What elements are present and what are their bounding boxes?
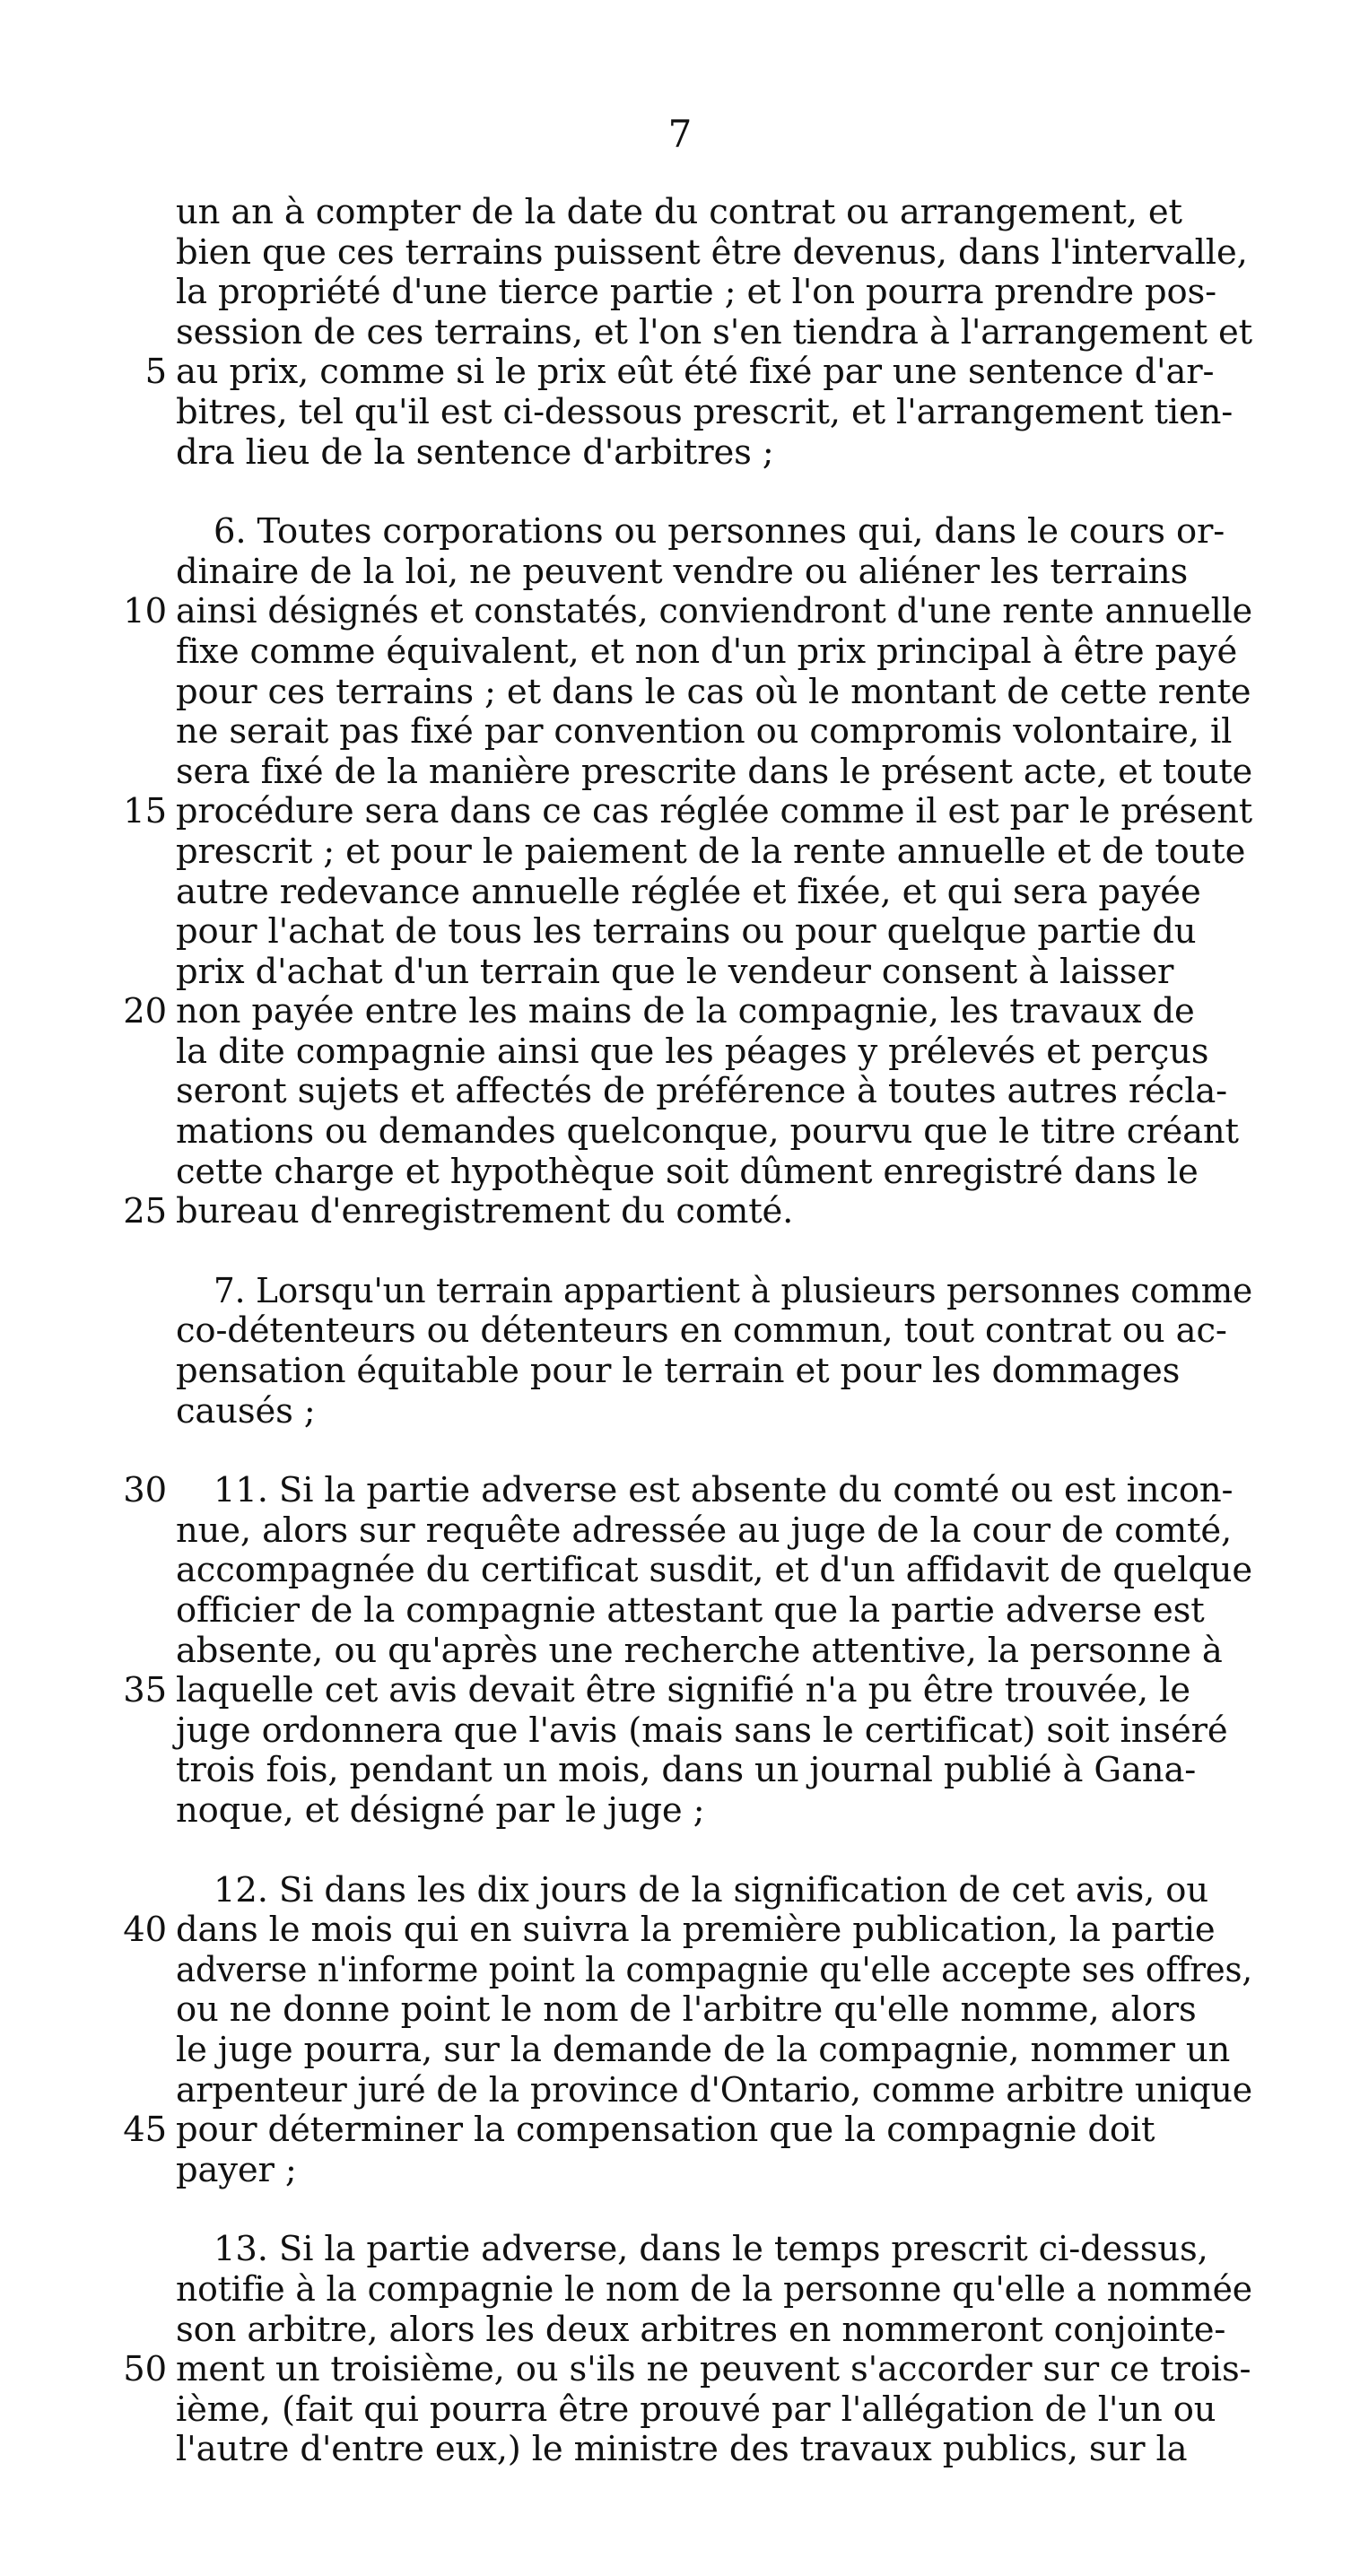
- text-line: [176, 2430, 1252, 2470]
- text-line: [176, 2031, 1252, 2071]
- line-text: 7. Lorsqu'un terrain appartient à plusieurs personnes comme: [214, 1270, 1253, 1311]
- text-line: [176, 433, 1252, 474]
- text-line: [176, 1153, 1252, 1193]
- line-text: 13. Si la partie adverse, dans le temps prescrit ci-dessus,: [214, 2229, 1208, 2270]
- line-text: mations ou demandes quelconque, pourvu que le titre créant: [176, 1111, 1239, 1153]
- line-number: 50: [123, 2349, 167, 2390]
- line-text: nue, alors sur requête adressée au juge de la cour de comté,: [176, 1510, 1233, 1551]
- line-text: pour déterminer la compensation que la compagnie doit: [176, 2110, 1155, 2151]
- line-text: payer ;: [176, 2149, 297, 2190]
- text-line: [176, 1871, 1252, 1911]
- line-text: prescrit ; et pour le paiement de la rente annuelle et de toute: [176, 831, 1246, 872]
- line-text: absente, ou qu'après une recherche attentive, la personne à: [176, 1630, 1223, 1671]
- text-line: [123, 2110, 1252, 2151]
- text-line: [176, 1711, 1252, 1752]
- line-text: ième, (fait qui pourra être prouvé par l'allégation de l'un ou: [176, 2389, 1216, 2430]
- line-text: ainsi désignés et constatés, conviendront d'une rente annuelle: [176, 591, 1253, 632]
- line-text: au prix, comme si le prix eût été fixé par une sentence d'ar-: [176, 352, 1215, 393]
- text-line: [176, 832, 1252, 873]
- text-line: [176, 273, 1252, 313]
- line-text: autre redevance annuelle réglée et fixée, et qui sera payée: [176, 871, 1201, 912]
- line-text: causés ;: [176, 1390, 316, 1432]
- line-text: session de ces terrains, et l'on s'en tiendra à l'arrangement et: [176, 311, 1252, 352]
- text-line: [176, 1272, 1252, 1312]
- line-text: accompagnée du certificat susdit, et d'un affidavit de quelque: [176, 1550, 1253, 1591]
- paragraph: [123, 1470, 1253, 1831]
- paragraph: [123, 2229, 1252, 2470]
- text-line: [176, 1632, 1252, 1672]
- line-text: bitres, tel qu'il est ci-dessous prescrit, et l'arrangement tien-: [176, 391, 1234, 432]
- line-text: dans le mois qui en suivra la première publication, la partie: [176, 1910, 1216, 1951]
- line-text: officier de la compagnie attestant que la partie adverse est: [176, 1590, 1205, 1631]
- line-text: sera fixé de la manière prescrite dans le présent acte, et toute: [176, 751, 1253, 792]
- text-line: [176, 1551, 1252, 1591]
- line-text: la dite compagnie ainsi que les péages y prélevés et perçus: [176, 1031, 1209, 1072]
- line-text: cette charge et hypothèque soit dûment enregistré dans le: [176, 1151, 1199, 1192]
- text-line: [176, 1990, 1252, 2031]
- line-text: bien que ces terrains puissent être devenus, dans l'intervalle,: [176, 231, 1248, 273]
- text-line: [123, 1470, 1252, 1511]
- line-text: bureau d'enregistrement du comté.: [176, 1191, 794, 1232]
- line-number: 15: [123, 791, 167, 832]
- text-line: [176, 313, 1252, 353]
- text-line: [176, 233, 1252, 274]
- line-text: arpenteur juré de la province d'Ontario, comme arbitre unique: [176, 2069, 1253, 2110]
- text-line: [176, 912, 1252, 953]
- text-line: [176, 1791, 1252, 1832]
- text-line: [176, 1511, 1252, 1552]
- line-number: 10: [123, 591, 167, 632]
- line-number: 25: [123, 1191, 167, 1232]
- text-line: [123, 791, 1253, 832]
- document-body: [123, 192, 1253, 2510]
- line-text: 6. Toutes corporations ou personnes qui, dans le cours or-: [214, 511, 1225, 553]
- text-line: [123, 991, 1252, 1032]
- line-text: dinaire de la loi, ne peuvent vendre ou aliéner les terrains: [176, 551, 1189, 592]
- line-text: juge ordonnera que l'avis (mais sans le certificat) soit inséré: [176, 1710, 1228, 1751]
- line-text: dra lieu de la sentence d'arbitres ;: [176, 431, 774, 473]
- line-text: pensation équitable pour le terrain et pour les dommages: [176, 1351, 1181, 1392]
- text-line: [123, 1191, 1252, 1232]
- line-text: l'autre d'entre eux,) le ministre des travaux publics, sur la: [176, 2429, 1188, 2470]
- text-line: [176, 1951, 1252, 1991]
- text-line: [176, 2311, 1252, 2351]
- line-text: trois fois, pendant un mois, dans un journal publié à Gana-: [176, 1750, 1197, 1791]
- text-line: [176, 953, 1252, 993]
- line-number: 35: [123, 1670, 167, 1711]
- text-line: [176, 2151, 1252, 2191]
- line-text: un an à compter de la date du contrat ou arrangement, et: [176, 192, 1182, 232]
- text-line: [176, 193, 1252, 233]
- page-number: 7: [667, 112, 693, 156]
- line-text: seront sujets et affectés de préférence à toutes autres récla-: [176, 1071, 1228, 1112]
- text-line: [176, 632, 1252, 673]
- text-line: [176, 873, 1252, 913]
- text-line: [176, 673, 1252, 713]
- text-line: [176, 2071, 1252, 2111]
- text-line: [176, 1751, 1252, 1791]
- line-text: pour l'achat de tous les terrains ou pour quelque partie du: [176, 911, 1197, 953]
- text-line: [176, 753, 1252, 793]
- text-line: [176, 1032, 1252, 1073]
- text-line: [176, 1352, 1252, 1392]
- line-text: co-détenteurs ou détenteurs en commun, tout contrat ou ac-: [176, 1310, 1227, 1352]
- line-text: pour ces terrains ; et dans le cas où le montant de cette rente: [176, 671, 1251, 712]
- text-line: [123, 1670, 1252, 1711]
- line-text: laquelle cet avis devait être signifié n'a pu être trouvée, le: [176, 1670, 1190, 1711]
- text-line: [176, 712, 1252, 753]
- line-text: procédure sera dans ce cas réglée comme il est par le présent: [176, 791, 1253, 832]
- paragraph: [144, 192, 1252, 473]
- text-line: [176, 512, 1252, 553]
- text-line: [176, 1392, 1252, 1432]
- text-line: [176, 2230, 1252, 2270]
- text-line: [176, 1072, 1252, 1112]
- text-line: [176, 1112, 1252, 1153]
- line-text: non payée entre les mains de la compagnie, les travaux de: [176, 991, 1195, 1032]
- line-text: ment un troisième, ou s'ils ne peuvent s'accorder sur ce trois-: [176, 2349, 1251, 2390]
- line-number: 45: [123, 2110, 167, 2151]
- text-line: [176, 553, 1252, 593]
- line-number: 20: [123, 991, 167, 1032]
- line-text: adverse n'informe point la compagnie qu'elle accepte ses offres,: [176, 1949, 1253, 1990]
- text-line: [144, 352, 1252, 393]
- text-line: [176, 1591, 1252, 1632]
- text-line: [176, 2270, 1252, 2311]
- text-line: [176, 393, 1252, 433]
- text-line: [123, 591, 1253, 632]
- text-line: [123, 2349, 1252, 2390]
- text-line: [176, 2390, 1252, 2431]
- line-text: noque, et désigné par le juge ;: [176, 1789, 705, 1831]
- line-text: son arbitre, alors les deux arbitres en nommeront conjointe-: [176, 2309, 1226, 2350]
- line-number: 40: [123, 1910, 167, 1951]
- paragraph: [123, 511, 1253, 1232]
- line-number: 30: [123, 1470, 167, 1511]
- paragraph: [176, 1272, 1252, 1432]
- text-line: [176, 1311, 1252, 1352]
- line-text: la propriété d'une tierce partie ; et l'on pourra prendre pos-: [176, 272, 1217, 313]
- line-text: prix d'achat d'un terrain que le vendeur consent à laisser: [176, 951, 1174, 992]
- line-number: 5: [144, 352, 167, 393]
- text-line: [123, 1910, 1252, 1951]
- line-text: ne serait pas fixé par convention ou compromis volontaire, il: [176, 711, 1233, 753]
- line-text: 12. Si dans les dix jours de la signification de cet avis, ou: [214, 1869, 1208, 1910]
- line-text: 11. Si la partie adverse est absente du comté ou est incon-: [214, 1470, 1234, 1511]
- line-text: notifie à la compagnie le nom de la personne qu'elle a nommée: [176, 2268, 1252, 2310]
- paragraph: [123, 1869, 1253, 2191]
- line-text: fixe comme équivalent, et non d'un prix principal à être payé: [176, 631, 1238, 672]
- line-text: ou ne donne point le nom de l'arbitre qu'elle nomme, alors: [176, 1989, 1197, 2031]
- line-text: le juge pourra, sur la demande de la compagnie, nommer un: [176, 2029, 1231, 2070]
